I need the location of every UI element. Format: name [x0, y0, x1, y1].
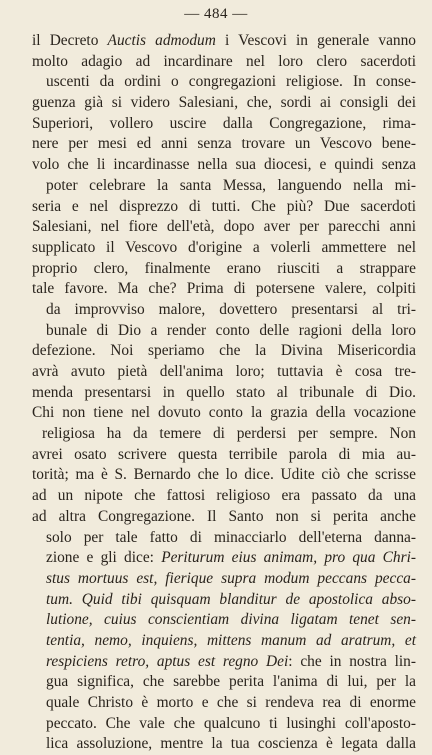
text-segment: supplicato il Vescovo d'origine a volerli ammettere nel	[32, 238, 416, 256]
italic-text: Auctis admodum	[107, 32, 216, 49]
text-segment: Salesiani, nel fiore dell'età, dopo aver per parecchi anni	[32, 218, 416, 236]
text-segment: ad un nipote che fattosi religioso era passato da una	[32, 487, 416, 505]
text-line	[32, 714, 416, 735]
text-line	[32, 341, 416, 362]
text-segment: gua significa, che sarebbe perita l'anima di lui, per la	[46, 673, 416, 691]
text-segment: molto adagio ad incardinare nel loro clero sacerdoti	[32, 52, 416, 70]
text-line	[32, 321, 416, 342]
text-segment: lica assoluzione, mentre la tua coscienza è legata dalla	[46, 735, 416, 753]
text-line	[32, 197, 416, 218]
text-line	[32, 652, 416, 673]
text-line	[32, 300, 416, 321]
text-segment: nere per mesi ed anni senza trovare un Vescovo bene-	[32, 135, 416, 153]
text-line	[32, 259, 416, 280]
text-line	[32, 31, 416, 52]
text-line	[32, 734, 416, 755]
text-segment: avrei osato scrivere questa terribile parola di mia au-	[32, 445, 416, 463]
text-line	[32, 383, 416, 404]
text-line	[32, 52, 416, 73]
text-segment: volo che li incardinasse nella sua diocesi, e quindi senza	[32, 156, 416, 174]
text-line	[32, 631, 416, 652]
italic-text: tentia, nemo, inquiens, mittens manum ad aratrum, et	[46, 631, 416, 649]
text-segment: da improvviso malore, dovettero presentarsi al tri-	[46, 300, 416, 318]
text-segment: : che in nostra lin-	[288, 652, 417, 670]
text-line	[32, 465, 416, 486]
italic-text: lutione, cuius conscientiam divina ligatam tenet sen-	[46, 611, 416, 629]
text-line	[32, 155, 416, 176]
text-segment: Chi non tiene nel dovuto conto la grazia della vocazione	[32, 404, 416, 422]
text-segment: quale Christo è morto e che si rendeva rea di enorme	[46, 694, 416, 711]
italic-text: tum. Quid tibi quisquam blanditur de apostolica abso-	[46, 590, 416, 608]
text-segment: proprio clero, finalmente erano riusciti a strappare	[32, 259, 416, 277]
text-line	[32, 486, 416, 507]
text-line	[32, 507, 416, 528]
text-segment: religiosa ha da temere di perdersi per sempre. Non	[42, 425, 416, 443]
text-line	[32, 403, 416, 424]
italic-text: stus mortuus est, fierique supra modum peccans pecca-	[46, 569, 416, 587]
body-text	[32, 31, 416, 755]
text-segment: i Vescovi in generale vanno	[215, 32, 417, 49]
text-line	[32, 362, 416, 383]
italic-text: Periturum eius animam, pro qua Chri-	[161, 549, 417, 567]
text-line	[32, 93, 416, 114]
text-line	[32, 445, 416, 466]
text-line	[32, 114, 416, 135]
text-line	[32, 217, 416, 238]
text-segment: poter celebrare la santa Messa, languendo nella mi-	[46, 176, 416, 194]
text-line	[32, 569, 416, 590]
text-line	[32, 72, 416, 93]
text-segment: menda presentarsi in quello stato al tribunale di Dio.	[32, 383, 416, 401]
text-segment: bunale di Dio a render conto delle ragioni della loro	[46, 321, 416, 339]
text-line	[32, 424, 416, 445]
text-line	[32, 672, 416, 693]
text-line	[32, 528, 416, 549]
text-segment: Superiori, vollero uscire dalla Congregazione, rima-	[32, 114, 416, 132]
text-line	[32, 693, 416, 714]
text-segment: il Decreto	[32, 32, 108, 49]
text-segment: ad altra Congregazione. Il Santo non si perita anche	[32, 507, 416, 525]
italic-text: respiciens retro, aptus est regno Dei	[46, 652, 289, 670]
text-line	[32, 590, 416, 611]
text-segment: torità; ma è S. Bernardo che lo dice. Udite ciò che scrisse	[32, 466, 416, 484]
text-line	[32, 279, 416, 300]
text-segment: defezione. Noi speriamo che la Divina Misericordia	[32, 342, 416, 360]
text-segment: guenza già si videro Salesiani, che, sordi ai consigli dei	[32, 94, 416, 112]
text-segment: solo per tale fatto di minacciarlo dell'eterna danna-	[46, 528, 416, 546]
text-segment: zione e gli dice:	[46, 549, 162, 567]
text-line	[32, 610, 416, 631]
text-line	[32, 134, 416, 155]
text-segment: avrà avuto pietà dell'anima loro; tuttavia è cosa tre-	[32, 363, 416, 380]
text-segment: tale favore. Ma che? Prima di potersene valere, colpiti	[32, 280, 416, 298]
text-segment: seria e nel disprezzo di tutti. Che più? Due sacerdoti	[32, 197, 416, 215]
page-number: — 484 —	[184, 6, 248, 22]
text-segment: peccato. Che vale che qualcuno ti lusinghi coll'aposto-	[46, 714, 416, 732]
text-line	[32, 548, 416, 569]
text-line	[32, 176, 416, 197]
text-segment: uscenti da ordini o congregazioni religiose. In conse-	[46, 73, 416, 91]
text-line	[32, 238, 416, 259]
